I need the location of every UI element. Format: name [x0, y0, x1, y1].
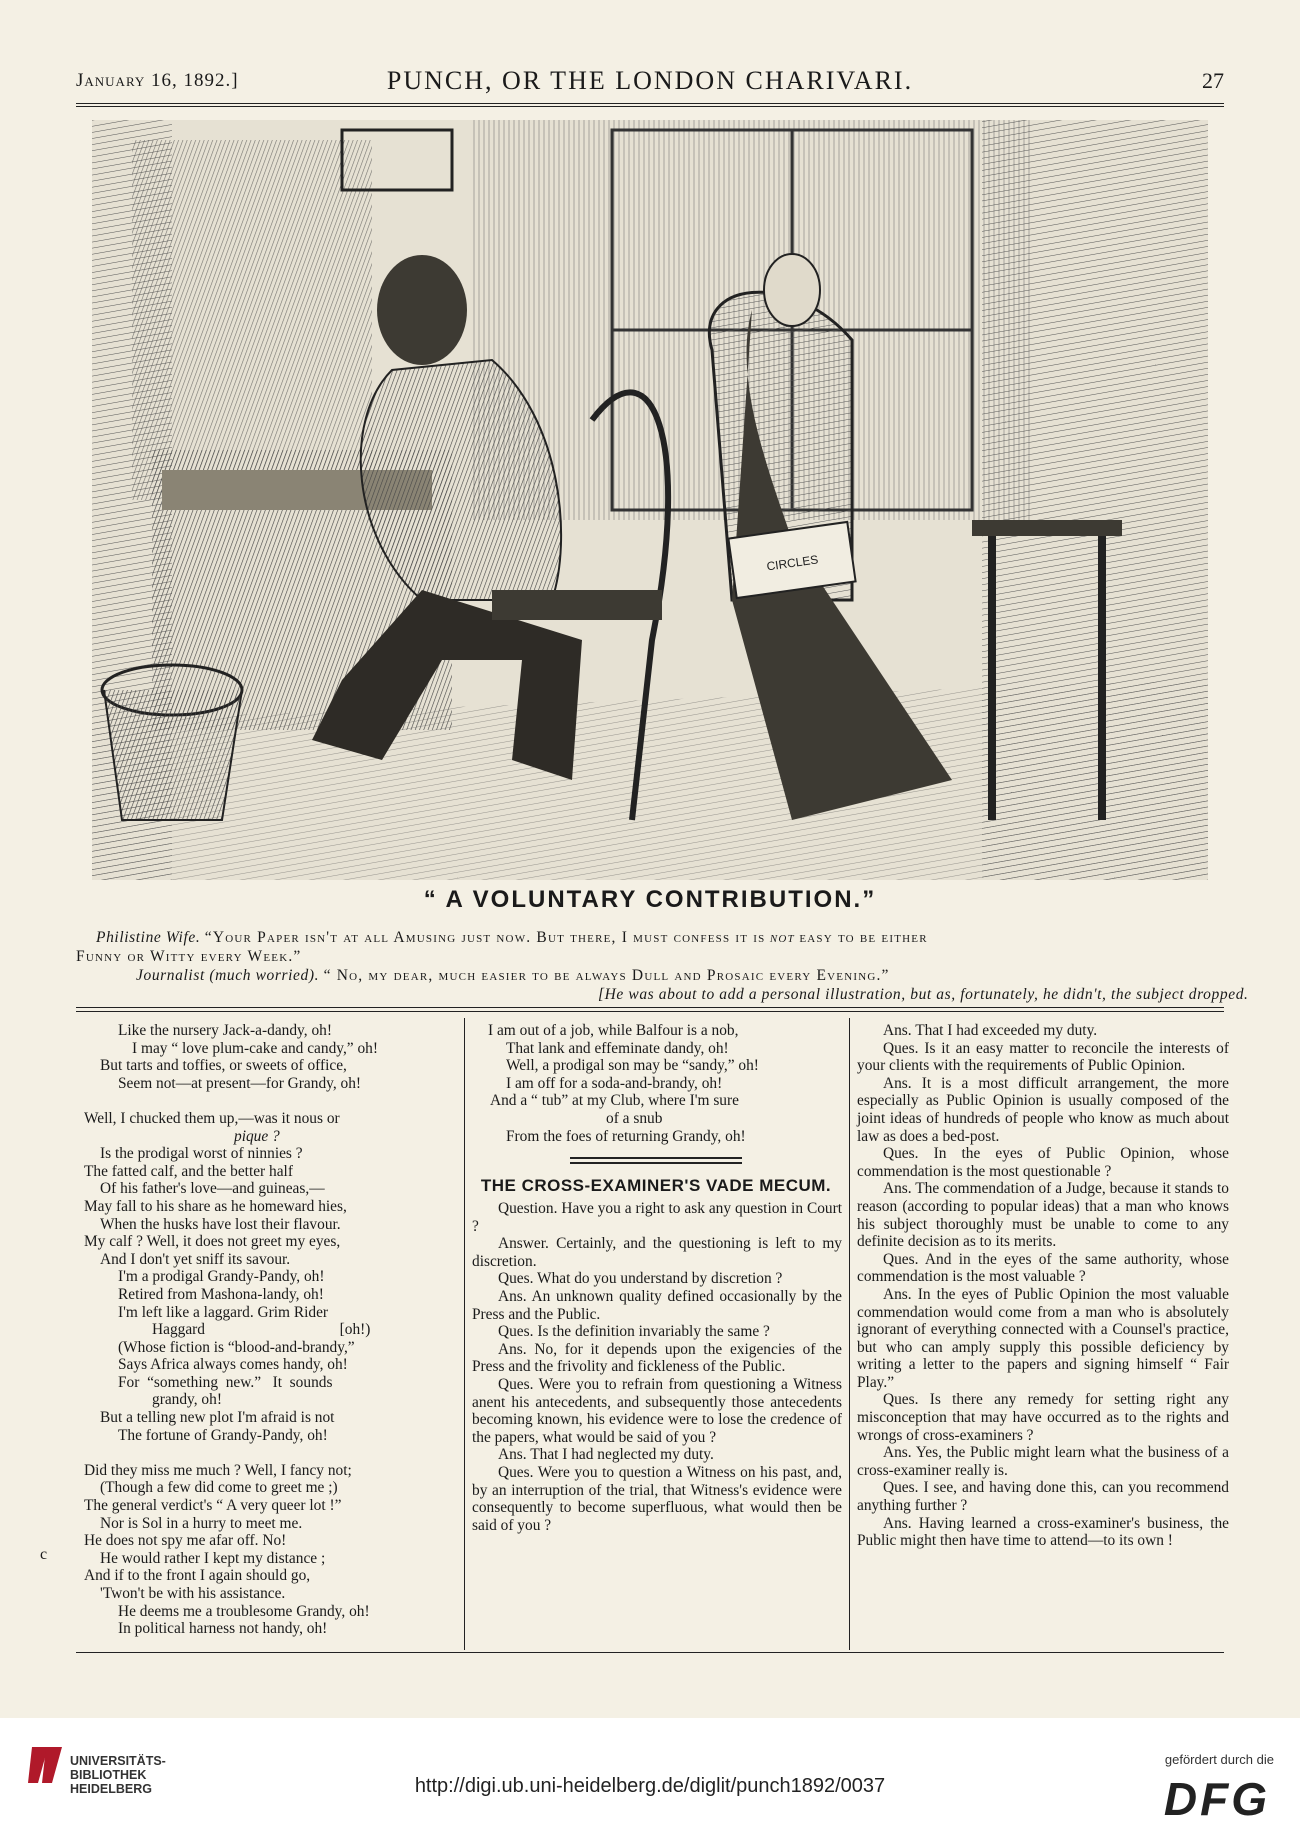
- poem-line: Haggard [oh!): [152, 1321, 371, 1339]
- page-number: 27: [1202, 68, 1224, 93]
- speaker-journalist: Journalist: [136, 967, 205, 984]
- article-paragraph: Ques. In the eyes of Public Opinion, whose commendation is the most questionable ?: [857, 1145, 1229, 1180]
- poem-line: And I don't yet sniff its savour.: [100, 1250, 291, 1268]
- poem-line: I'm a prodigal Grandy-Pandy, oh!: [118, 1268, 325, 1286]
- ornament-rule: [570, 1157, 742, 1159]
- emphasis-not: not: [769, 929, 795, 946]
- article-paragraph: Ans. No, for it depends upon the exigencies of the Press and the frivolity and fickleness of the Public.: [472, 1340, 842, 1376]
- poem-line: In political harness not handy, oh!: [118, 1620, 328, 1638]
- poem-line: Is the prodigal worst of ninnies ?: [100, 1145, 303, 1163]
- poem-line: The fatted calf, and the better half: [84, 1162, 293, 1180]
- poem-line: I am out of a job, while Balfour is a nob,: [488, 1022, 739, 1039]
- article-paragraph: Ans. It is a most difficult arrangement, the more especially as Public Opinion is usually composed of the joint ideas of hundreds of people who know as much about law as does a bed-post.: [857, 1074, 1229, 1145]
- column-divider-1: [464, 1018, 465, 1650]
- poem-line: Did they miss me much ? Well, I fancy not;: [84, 1461, 352, 1479]
- poem-line: Says Africa always comes handy, oh!: [118, 1356, 348, 1374]
- university-line: UNIVERSITÄTS-: [70, 1754, 166, 1768]
- article-paragraph: Ques. What do you understand by discretion ?: [498, 1270, 783, 1288]
- bottom-rule: [76, 1652, 1224, 1653]
- poem-line: grandy, oh!: [152, 1391, 222, 1409]
- caption-rule-double: [76, 1011, 1224, 1012]
- dialogue-line-1: [96, 928, 1220, 947]
- dialogue-line-3: [136, 966, 1260, 985]
- poem-line: I'm left like a laggard. Grim Rider: [118, 1303, 329, 1321]
- poem-line: And a “ tub” at my Club, where I'm sure: [490, 1092, 739, 1110]
- poem-line: Of his father's love—and guineas,—: [100, 1180, 325, 1198]
- poem-line: of a snub: [606, 1109, 663, 1127]
- engraving-drawing: [92, 120, 1208, 880]
- newspaper-title: CIRCLES: [765, 552, 820, 574]
- article-paragraph: Ans. In the eyes of Public Opinion the most valuable commendation would come from a man who is absolutely ignorant of everything connected with a Counsel's practice, but who can amply supply this possible deficiency by writing a letter to the papers and signing himself “ Fair Play.”: [857, 1285, 1229, 1391]
- article-paragraph: Ques. Is there any remedy for setting right any misconception that may have occurred as to the rights and wrongs of cross-examiners ?: [857, 1391, 1229, 1444]
- stage-direction: [He was about to add a personal illustration, but as, fortunately, he didn't, the subject dropped.: [598, 986, 1249, 1003]
- poem-column-1: [84, 1022, 456, 1638]
- poem-line: (Though a few did come to greet me ;): [100, 1479, 338, 1497]
- poem-line: (Whose fiction is “blood-and-brandy,”: [118, 1338, 355, 1356]
- stanza-break: [84, 1092, 456, 1110]
- poem-line: When the husks have lost their flavour.: [100, 1215, 341, 1233]
- poem-line: That lank and effeminate dandy, oh!: [506, 1039, 729, 1057]
- speaker-wife: Philistine Wife.: [96, 929, 201, 946]
- article-paragraph: Answer. Certainly, and the questioning is left to my discretion.: [472, 1235, 842, 1270]
- poem-line: I am off for a soda-and-brandy, oh!: [506, 1074, 723, 1092]
- article-paragraph: Ques. Is the definition invariably the same ?: [498, 1323, 770, 1341]
- poem-line: Well, I chucked them up,—was it nous or: [84, 1109, 340, 1127]
- poem-line: He would rather I kept my distance ;: [100, 1549, 326, 1567]
- journalist-manner: (much worried).: [209, 967, 320, 984]
- digitization-footer: [0, 1718, 1300, 1827]
- article-paragraph: Ques. Were you to refrain from questioning a Witness anent his antecedents, and subsequently those antecedents becoming known, his evidence were to lose the credence of the papers, what would be said of you ?: [472, 1375, 842, 1446]
- column-divider-2: [849, 1018, 850, 1650]
- poem-line: pique ?: [234, 1127, 280, 1145]
- article-paragraph: Ques. Were you to question a Witness on his past, and, by an interruption of the trial, that Witness's evidence were consequently to become superfluous, what would then be said of you ?: [472, 1463, 842, 1534]
- poem-line: My calf ? Well, it does not greet my eyes,: [84, 1233, 341, 1251]
- poem-line: 'Twon't be with his assistance.: [100, 1585, 286, 1602]
- poem-line: For “something new.” It sounds: [118, 1373, 333, 1391]
- header-rule: [76, 103, 1224, 104]
- header-rule-double: [76, 106, 1224, 107]
- running-header: [76, 66, 1224, 100]
- article-paragraph: Ans. The commendation of a Judge, because it stands to reason (according to popular ideas) that a man who knows his subject thoroughly must be unable to come to any definite decision as to its merits.: [857, 1180, 1229, 1251]
- poem-line: But a telling new plot I'm afraid is not: [100, 1409, 335, 1427]
- article-paragraph: Question. Have you a right to ask any question in Court ?: [472, 1200, 842, 1235]
- article-paragraph: Ans. An unknown quality defined occasionally by the Press and the Public.: [472, 1287, 842, 1323]
- margin-mark: c: [40, 1546, 48, 1563]
- poem-line: Well, a prodigal son may be “sandy,” oh!: [506, 1057, 759, 1075]
- poem-line: May fall to his share as he homeward hies,: [84, 1197, 347, 1215]
- wife-speech-end: easy to be either: [799, 929, 928, 946]
- poem-line: He deems me a troublesome Grandy, oh!: [118, 1602, 370, 1620]
- article-paragraph: Ans. That I had neglected my duty.: [498, 1446, 714, 1464]
- article-paragraph: Ans. That I had exceeded my duty.: [883, 1022, 1098, 1039]
- cartoon-illustration: [92, 120, 1208, 880]
- dfg-logo: DFG: [1163, 1773, 1270, 1825]
- poem-line: But tarts and toffies, or sweets of office,: [100, 1057, 347, 1075]
- university-line: BIBLIOTHEK: [70, 1768, 147, 1782]
- article-column-2: [472, 1200, 842, 1534]
- cartoon-title: “ A VOLUNTARY CONTRIBUTION.”: [423, 886, 877, 913]
- poem-line: Nor is Sol in a hurry to meet me.: [100, 1514, 303, 1532]
- poem-line: Retired from Mashona-landy, oh!: [118, 1285, 324, 1303]
- poem-line: The general verdict's “ A very queer lot !”: [84, 1497, 342, 1515]
- ornament-rule-double: [570, 1162, 742, 1164]
- article-paragraph: Ans. Having learned a cross-examiner's business, the Public might then have time to attend—to its own !: [857, 1514, 1229, 1550]
- source-url-link[interactable]: http://digi.ub.uni-heidelberg.de/diglit/punch1892/0037: [414, 1775, 886, 1797]
- dialogue-line-4: [598, 985, 1249, 1004]
- article-paragraph: Ques. And in the eyes of the same authority, whose commendation is the most valuable ?: [857, 1250, 1229, 1286]
- article-paragraph: Ques. Is it an easy matter to reconcile the interests of your clients with the requirements of Public Opinion.: [857, 1039, 1229, 1075]
- poem-line: From the foes of returning Grandy, oh!: [506, 1127, 746, 1145]
- university-line: HEIDELBERG: [70, 1782, 152, 1796]
- stanza-break: [84, 1444, 456, 1462]
- article-column-3: [857, 1022, 1229, 1550]
- journalist-speech: “ No, my dear, much easier to be always Dull and Prosaic every Evening.”: [323, 967, 890, 984]
- funded-by-label: gefördert durch die: [1164, 1752, 1274, 1767]
- caption-rule: [76, 1007, 1224, 1008]
- dialogue-line-2: Funny or Witty every Week.”: [76, 948, 302, 965]
- wife-speech: “Your Paper isn't at all Amusing just now. But there, I must confess it is: [204, 929, 766, 946]
- article-paragraph: Ans. Yes, the Public might learn what the business of a cross-examiner really is.: [857, 1444, 1229, 1479]
- article-paragraph: Ques. I see, and having done this, can you recommend anything further ?: [857, 1479, 1229, 1515]
- poem-line: And if to the front I again should go,: [84, 1567, 311, 1585]
- poem-line: He does not spy me afar off. No!: [84, 1532, 287, 1550]
- publication-title: PUNCH, OR THE LONDON CHARIVARI.: [386, 66, 914, 95]
- issue-date: January 16, 1892.]: [76, 70, 239, 91]
- poem-column-2: [486, 1022, 844, 1145]
- article-title: THE CROSS-EXAMINER'S VADE MECUM.: [480, 1176, 832, 1195]
- poem-line: Like the nursery Jack-a-dandy, oh!: [118, 1022, 332, 1039]
- poem-line: I may “ love plum-cake and candy,” oh!: [132, 1039, 379, 1057]
- poem-line: Seem not—at present—for Grandy, oh!: [118, 1074, 362, 1092]
- poem-line: The fortune of Grandy-Pandy, oh!: [118, 1426, 328, 1444]
